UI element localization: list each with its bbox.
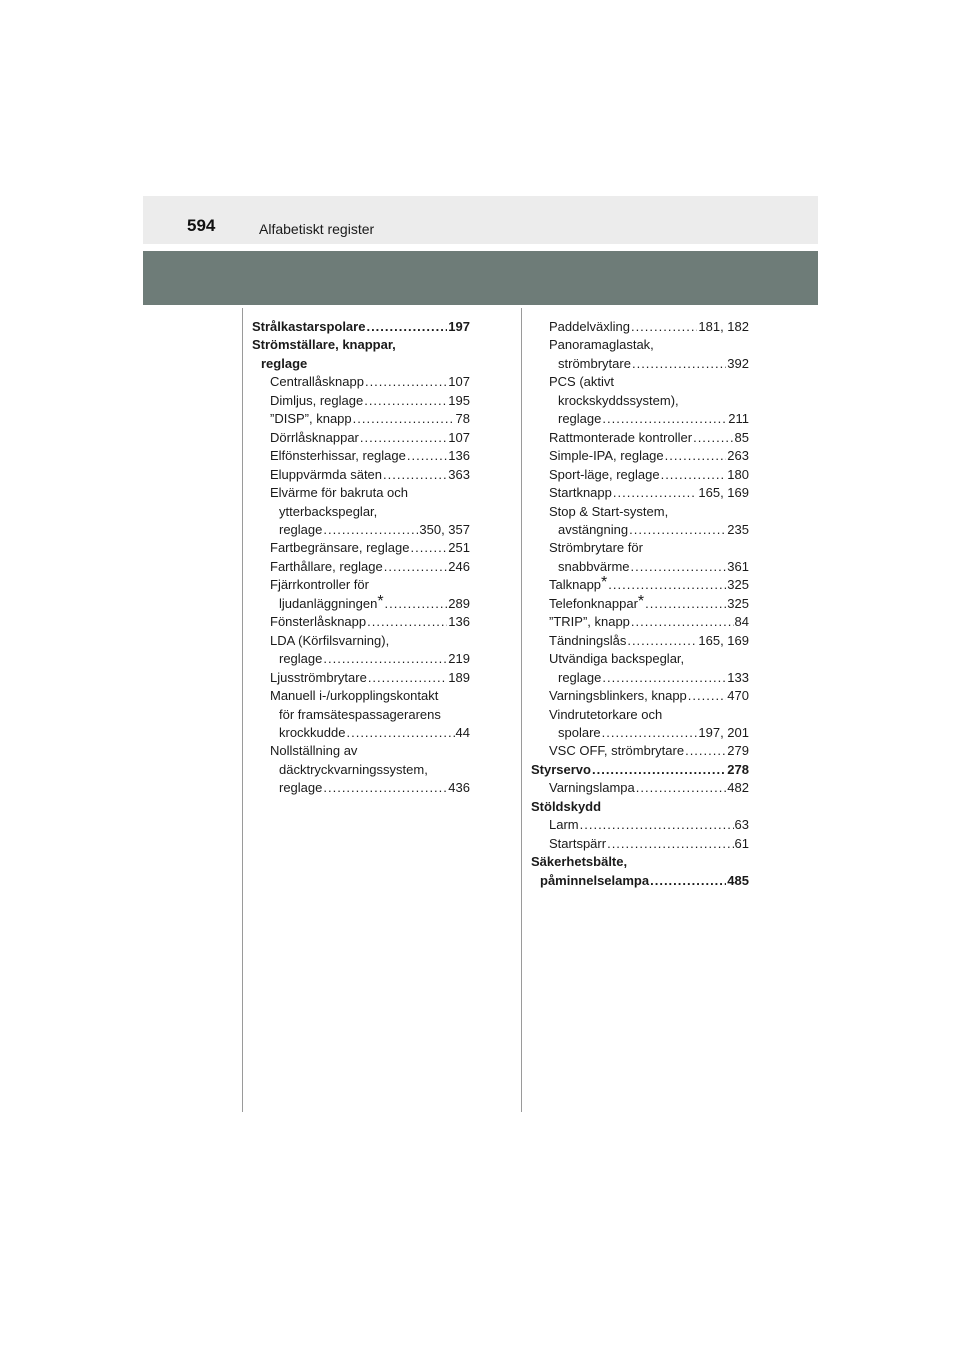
dot-leader [360, 429, 447, 447]
index-column-right [531, 318, 749, 890]
index-page-ref: 219 [448, 651, 470, 667]
dot-leader [602, 669, 726, 687]
index-term-text: Strömställare, knappar, [252, 337, 396, 353]
index-page-ref: 485 [727, 872, 749, 888]
index-page-ref: 107 [448, 374, 470, 390]
index-term-text: Fönsterlåsknapp [270, 614, 367, 630]
footnote-star: * [637, 592, 645, 610]
index-heading-line [531, 853, 749, 871]
index-term [270, 429, 359, 447]
index-term-text: Paddelväxling [549, 319, 630, 334]
index-entry [531, 742, 749, 760]
dot-leader [410, 539, 447, 557]
index-term [549, 429, 692, 447]
index-entry [252, 521, 470, 539]
index-term-text: Telefonknappar [549, 595, 638, 611]
index-entry [252, 613, 470, 631]
dot-leader [693, 429, 733, 447]
index-term-text: Fartbegränsare, reglage [270, 540, 410, 556]
index-heading-line [252, 336, 470, 354]
index-page-ref: 107 [448, 429, 470, 445]
index-term-text: Farthållare, reglage [270, 558, 383, 574]
index-term-text: Styrservo [531, 761, 591, 777]
index-term-text: Startspärr [549, 835, 607, 851]
index-page-ref: 361 [727, 558, 749, 574]
index-term-text: Centrallåsknapp [270, 374, 364, 390]
index-term [558, 724, 601, 742]
index-term [270, 539, 409, 557]
index-heading-line [531, 539, 749, 557]
index-term [549, 540, 643, 555]
index-page-ref: 235 [727, 521, 749, 537]
dot-leader [366, 318, 447, 336]
index-page-ref: 482 [727, 780, 749, 796]
index-heading-line [531, 706, 749, 724]
index-term-text: Stop & Start-system, [549, 503, 669, 519]
index-entry [531, 613, 749, 631]
index-term-text: Vindrutetorkare och [549, 706, 663, 722]
dot-leader [613, 484, 698, 502]
index-term-text: ”DISP”, knapp [270, 411, 352, 427]
dot-leader [685, 742, 726, 760]
dot-leader [580, 816, 734, 834]
index-term [549, 651, 684, 666]
index-term [558, 355, 631, 373]
index-entry [252, 466, 470, 484]
dot-leader [688, 687, 727, 705]
index-entry [531, 484, 749, 502]
index-term [531, 761, 591, 779]
index-term [549, 374, 614, 389]
dot-leader [631, 558, 727, 576]
index-entry [252, 373, 470, 391]
index-term [270, 466, 382, 484]
index-term-text: Dörrlåsknappar [270, 429, 359, 445]
index-entry [252, 392, 470, 410]
index-term [270, 410, 352, 428]
index-term [279, 504, 377, 519]
index-term-text: däcktryckvarningssystem, [279, 761, 428, 777]
index-entry [531, 592, 749, 613]
index-term-text: ”TRIP”, knapp [549, 614, 630, 630]
index-term [279, 779, 322, 797]
index-heading-line [252, 576, 470, 594]
index-heading-line [531, 373, 749, 391]
index-heading-line [252, 503, 470, 521]
index-term-text: reglage [558, 669, 602, 685]
index-page-ref: 136 [448, 448, 470, 464]
index-term [270, 613, 366, 631]
index-term [549, 576, 607, 594]
dot-leader [323, 521, 418, 539]
dot-leader [367, 613, 447, 631]
dot-leader [665, 447, 727, 465]
index-page-ref: 189 [448, 669, 470, 685]
index-term-text: reglage [279, 651, 323, 667]
index-term [549, 318, 630, 336]
chapter-tab-band [143, 251, 818, 305]
index-term [270, 558, 383, 576]
index-term-text: Varningsblinkers, knapp [549, 688, 687, 704]
dot-leader [632, 355, 726, 373]
dot-leader [368, 669, 447, 687]
index-term-text: reglage [261, 355, 308, 371]
index-term [531, 854, 627, 869]
index-heading-line [531, 650, 749, 668]
index-page-ref: 195 [448, 392, 470, 408]
index-heading-line [252, 484, 470, 502]
page-number: 594 [187, 216, 216, 235]
index-page-ref: 289 [448, 595, 470, 611]
index-term [279, 521, 322, 539]
index-term [549, 613, 630, 631]
index-entry [252, 318, 470, 336]
index-entry [531, 779, 749, 797]
footnote-star: * [377, 592, 384, 610]
index-term-text: Dimljus, reglage [270, 392, 364, 408]
index-term-text: för framsätespassagerarens [279, 706, 441, 722]
footnote-star: * [601, 574, 608, 592]
index-page-ref: 279 [727, 743, 749, 759]
index-term [270, 485, 408, 500]
index-term-text: påminnelselampa [540, 872, 650, 888]
index-term [270, 373, 364, 391]
index-entry [252, 558, 470, 576]
dot-leader [608, 576, 726, 594]
dot-leader [323, 779, 447, 797]
index-page-ref: 181, 182 [698, 319, 749, 334]
index-term [558, 393, 679, 408]
dot-leader [365, 373, 447, 391]
index-term-text: Fjärrkontroller för [270, 577, 369, 593]
index-term [270, 688, 438, 703]
index-heading-line [252, 742, 470, 760]
index-page-ref: 246 [448, 558, 470, 574]
dot-leader [407, 447, 447, 465]
dot-leader [602, 724, 698, 742]
index-term [279, 592, 384, 613]
index-term [558, 521, 628, 539]
index-term-text: Nollställning av [270, 743, 358, 759]
index-entry [531, 447, 749, 465]
index-term-text: Talknapp [549, 577, 602, 593]
index-heading-line [531, 798, 749, 816]
dot-leader [631, 318, 697, 336]
index-page-ref: 251 [448, 540, 470, 556]
dot-leader [607, 835, 733, 853]
dot-leader [592, 761, 726, 779]
index-term [549, 466, 660, 484]
index-term-text: Simple-IPA, reglage [549, 448, 664, 464]
index-term-text: ytterbackspeglar, [279, 503, 378, 519]
index-term-text: strömbrytare [558, 355, 631, 371]
index-term-text: Tändningslås [549, 632, 627, 648]
index-term [549, 779, 635, 797]
index-entry [531, 669, 749, 687]
index-term-text: spolare [558, 724, 601, 740]
index-entry [531, 410, 749, 428]
index-page-ref: 263 [727, 448, 749, 464]
index-term-text: Strålkastarspolare [252, 319, 366, 334]
index-term-text: Elvärme för bakruta och [270, 485, 409, 501]
index-term-text: Startknapp [549, 485, 612, 501]
index-heading-line [531, 336, 749, 354]
dot-leader [661, 466, 727, 484]
dot-leader [636, 779, 727, 797]
index-heading-line [252, 687, 470, 705]
dot-leader [384, 558, 448, 576]
index-page-ref: 165, 169 [698, 485, 749, 501]
index-entry [531, 816, 749, 834]
index-entry [531, 872, 749, 890]
index-entry [252, 669, 470, 687]
index-entry [531, 466, 749, 484]
index-entry [252, 779, 470, 797]
index-entry [531, 318, 749, 336]
dot-leader [627, 632, 697, 650]
index-page-ref: 392 [727, 355, 749, 371]
index-entry [252, 592, 470, 613]
index-entry [531, 761, 749, 779]
index-entry [252, 724, 470, 742]
index-term [279, 762, 428, 777]
column-rule-left [242, 308, 243, 1112]
index-page-ref: 363 [448, 466, 470, 482]
index-heading-line [252, 355, 470, 373]
index-term-text: PCS (aktivt [549, 374, 615, 390]
index-term [558, 669, 601, 687]
index-term [549, 337, 654, 352]
index-term-text: Larm [549, 817, 579, 833]
index-term-text: Utvändiga backspeglar, [549, 651, 685, 667]
index-term [549, 504, 668, 519]
index-page-ref: 325 [727, 595, 749, 611]
index-page-ref: 350, 357 [419, 521, 470, 537]
index-entry [252, 410, 470, 428]
index-page-ref: 180 [727, 466, 749, 482]
index-term-text: reglage [279, 780, 323, 796]
index-term-text: Eluppvärmda säten [270, 466, 383, 482]
index-term [549, 592, 645, 613]
index-term [279, 650, 322, 668]
index-entry [531, 429, 749, 447]
index-entry [531, 355, 749, 373]
column-rule-middle [521, 308, 522, 1112]
index-term [279, 724, 345, 742]
index-term [270, 577, 369, 592]
index-term-text: krockkudde [279, 724, 346, 740]
index-term-text: reglage [558, 411, 602, 427]
dot-leader [353, 410, 455, 428]
index-page-ref: 211 [728, 411, 749, 427]
index-term-text: Panoramaglastak, [549, 337, 654, 353]
index-page-ref: 61 [734, 835, 749, 851]
dot-leader [346, 724, 454, 742]
index-term [549, 816, 579, 834]
dot-leader [385, 595, 448, 613]
index-page-ref: 197, 201 [698, 724, 749, 740]
dot-leader [602, 410, 727, 428]
index-term-text: LDA (Körfilsvarning), [270, 632, 390, 648]
index-term [531, 799, 601, 814]
index-term-text: Varningslampa [549, 780, 635, 796]
index-page-ref: 470 [727, 688, 749, 704]
index-term [540, 872, 649, 890]
index-term [549, 632, 626, 650]
index-term [270, 633, 389, 648]
index-entry [531, 521, 749, 539]
index-page-ref: 84 [734, 614, 749, 630]
index-entry [252, 650, 470, 668]
index-term-text: snabbvärme [558, 558, 630, 574]
index-term [549, 687, 687, 705]
index-entry [531, 724, 749, 742]
index-entry [531, 835, 749, 853]
index-term-text: Stöldskydd [531, 798, 602, 814]
index-term [270, 669, 367, 687]
index-term-text: Strömbrytare för [549, 540, 643, 556]
index-page-ref: 133 [727, 669, 749, 685]
index-term-text: Sport-läge, reglage [549, 466, 660, 482]
index-term-text: ljudanläggningen [279, 595, 378, 611]
index-page-ref: 165, 169 [698, 632, 749, 648]
index-term-text: reglage [279, 521, 323, 537]
dot-leader [629, 521, 726, 539]
index-term [549, 484, 612, 502]
index-term [549, 707, 662, 722]
index-entry [531, 687, 749, 705]
index-term [252, 318, 365, 336]
dot-leader [364, 392, 447, 410]
index-term-text: Ljusströmbrytare [270, 669, 367, 685]
dot-leader [645, 595, 726, 613]
index-heading-line [531, 392, 749, 410]
index-page-ref: 278 [727, 761, 749, 777]
index-page-ref: 44 [455, 724, 470, 740]
index-page-ref: 78 [455, 411, 470, 427]
index-term [558, 558, 630, 576]
dot-leader [323, 650, 447, 668]
index-heading-line [531, 503, 749, 521]
index-term [270, 392, 363, 410]
index-term [279, 707, 441, 722]
index-page-ref: 136 [448, 614, 470, 630]
index-term-text: Manuell i-/urkopplingskontakt [270, 688, 439, 704]
index-term [270, 743, 357, 758]
section-title: Alfabetiskt register [259, 221, 375, 237]
index-term [261, 356, 307, 371]
index-term-text: Säkerhetsbälte, [531, 854, 628, 870]
index-heading-line [252, 706, 470, 724]
index-term [270, 447, 406, 465]
index-term [549, 447, 664, 465]
index-term-text: avstängning [558, 521, 629, 537]
dot-leader [650, 872, 726, 890]
index-page-ref: 197 [448, 319, 470, 334]
index-page-ref: 85 [734, 429, 749, 445]
index-entry [531, 632, 749, 650]
dot-leader [383, 466, 447, 484]
header-band [143, 196, 818, 244]
index-term [549, 742, 684, 760]
index-heading-line [252, 761, 470, 779]
index-entry [252, 539, 470, 557]
index-term [549, 835, 606, 853]
index-term-text: krockskyddssystem), [558, 392, 679, 408]
index-entry [531, 558, 749, 576]
index-entry [252, 429, 470, 447]
index-term-text: Elfönsterhissar, reglage [270, 448, 406, 464]
index-column-left [252, 318, 470, 798]
index-entry [252, 447, 470, 465]
index-page-ref: 325 [727, 577, 749, 593]
index-page-ref: 63 [734, 817, 749, 833]
index-term-text: VSC OFF, strömbrytare [549, 743, 685, 759]
index-term [558, 410, 601, 428]
dot-leader [631, 613, 734, 631]
index-term [252, 337, 396, 352]
index-term-text: Rattmonterade kontroller [549, 429, 693, 445]
index-page-ref: 436 [448, 780, 470, 796]
index-heading-line [252, 632, 470, 650]
